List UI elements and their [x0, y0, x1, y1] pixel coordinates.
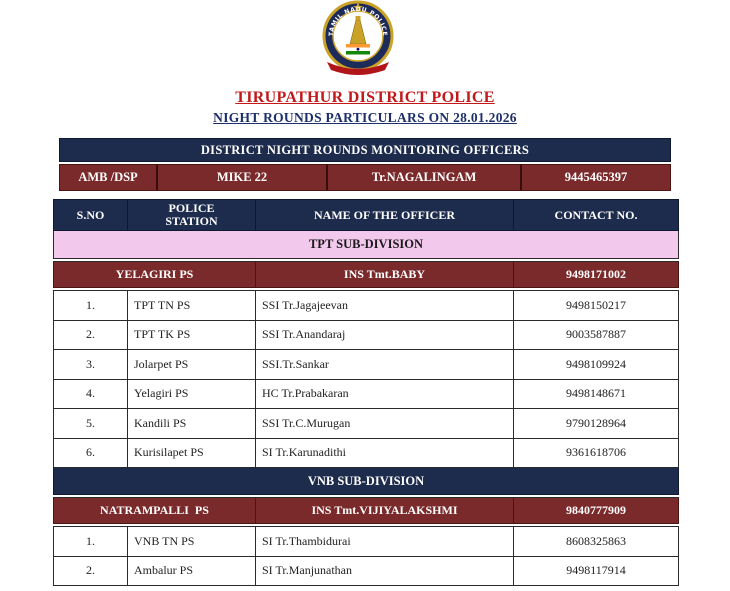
inspector-row-tpt — [54, 262, 679, 288]
monitoring-contact: 9445465397 — [564, 170, 628, 184]
cell-sno: 4. — [54, 379, 128, 409]
emblem-lettering: TAMIL NADU POLICE — [327, 5, 389, 37]
monitoring-officer: Tr.NAGALINGAM — [328, 165, 522, 190]
monitoring-row — [59, 164, 671, 191]
cell-station: Jolarpet PS — [128, 350, 256, 380]
cell-contact: 9003587887 — [514, 320, 679, 350]
inspector-contact: 9498171002 — [514, 262, 679, 288]
cell-station: Kurisilapet PS — [128, 438, 256, 468]
monitoring-officers-panel — [59, 138, 671, 191]
cell-contact: 9498117914 — [514, 556, 679, 586]
table-row — [54, 379, 679, 409]
cell-station: Ambalur PS — [128, 556, 256, 586]
cell-sno: 2. — [54, 556, 128, 586]
monitoring-rank: AMB /DSP — [60, 165, 158, 190]
header-police-station: POLICE STATION — [128, 200, 256, 231]
cell-station: Yelagiri PS — [128, 379, 256, 409]
monitoring-callsign: MIKE 22 — [158, 165, 328, 190]
header-contact: CONTACT NO. — [514, 200, 679, 231]
page-title: TIRUPATHUR DISTRICT POLICE — [235, 89, 495, 106]
inspector-name: INS Tmt.BABY — [256, 262, 514, 288]
cell-station: Kandili PS — [128, 409, 256, 439]
cell-sno: 5. — [54, 409, 128, 439]
table-row — [54, 556, 679, 586]
table-row — [54, 291, 679, 321]
cell-officer: HC Tr.Prabakaran — [256, 379, 514, 409]
page-subtitle: NIGHT ROUNDS PARTICULARS ON 28.01.2026 — [213, 110, 517, 125]
cell-contact: 9498109924 — [514, 350, 679, 380]
cell-officer: SI Tr.Thambidurai — [256, 527, 514, 557]
cell-station: VNB TN PS — [128, 527, 256, 557]
header-sno: S.NO — [54, 200, 128, 231]
division-label: TPT SUB-DIVISION — [54, 231, 679, 259]
header-officer-name: NAME OF THE OFFICER — [256, 200, 514, 231]
cell-officer: SSI Tr.Anandaraj — [256, 320, 514, 350]
cell-officer: SSI Tr.Jagajeevan — [256, 291, 514, 321]
cell-contact: 9790128964 — [514, 409, 679, 439]
inspector-station: NATRAMPALLI PS — [54, 498, 256, 524]
table-row — [54, 527, 679, 557]
cell-contact: 9498150217 — [514, 291, 679, 321]
tamil-nadu-police-emblem — [317, 0, 399, 78]
cell-contact: 9498148671 — [514, 379, 679, 409]
cell-officer: SI Tr.Karunadithi — [256, 438, 514, 468]
cell-sno: 1. — [54, 527, 128, 557]
inspector-contact: 9840777909 — [514, 498, 679, 524]
division-row-vnb — [54, 468, 679, 495]
division-row-tpt — [54, 231, 679, 259]
table-row — [54, 438, 679, 468]
cell-contact: 9361618706 — [514, 438, 679, 468]
inspector-station: YELAGIRI PS — [54, 262, 256, 288]
cell-sno: 6. — [54, 438, 128, 468]
cell-officer: SI Tr.Manjunathan — [256, 556, 514, 586]
cell-sno: 1. — [54, 291, 128, 321]
inspector-row-vnb — [54, 498, 679, 524]
cell-station: TPT TN PS — [128, 291, 256, 321]
cell-contact: 8608325863 — [514, 527, 679, 557]
table-row — [54, 320, 679, 350]
table-row — [54, 409, 679, 439]
table-header-row — [54, 200, 679, 231]
inspector-name: INS Tmt.VIJIYALAKSHMI — [256, 498, 514, 524]
night-rounds-table — [53, 199, 679, 586]
cell-officer: SSI.Tr.Sankar — [256, 350, 514, 380]
table-row — [54, 350, 679, 380]
division-label: VNB SUB-DIVISION — [54, 468, 679, 495]
cell-sno: 2. — [54, 320, 128, 350]
cell-sno: 3. — [54, 350, 128, 380]
cell-officer: SSI Tr.C.Murugan — [256, 409, 514, 439]
monitoring-heading: DISTRICT NIGHT ROUNDS MONITORING OFFICERS — [59, 138, 671, 162]
cell-station: TPT TK PS — [128, 320, 256, 350]
